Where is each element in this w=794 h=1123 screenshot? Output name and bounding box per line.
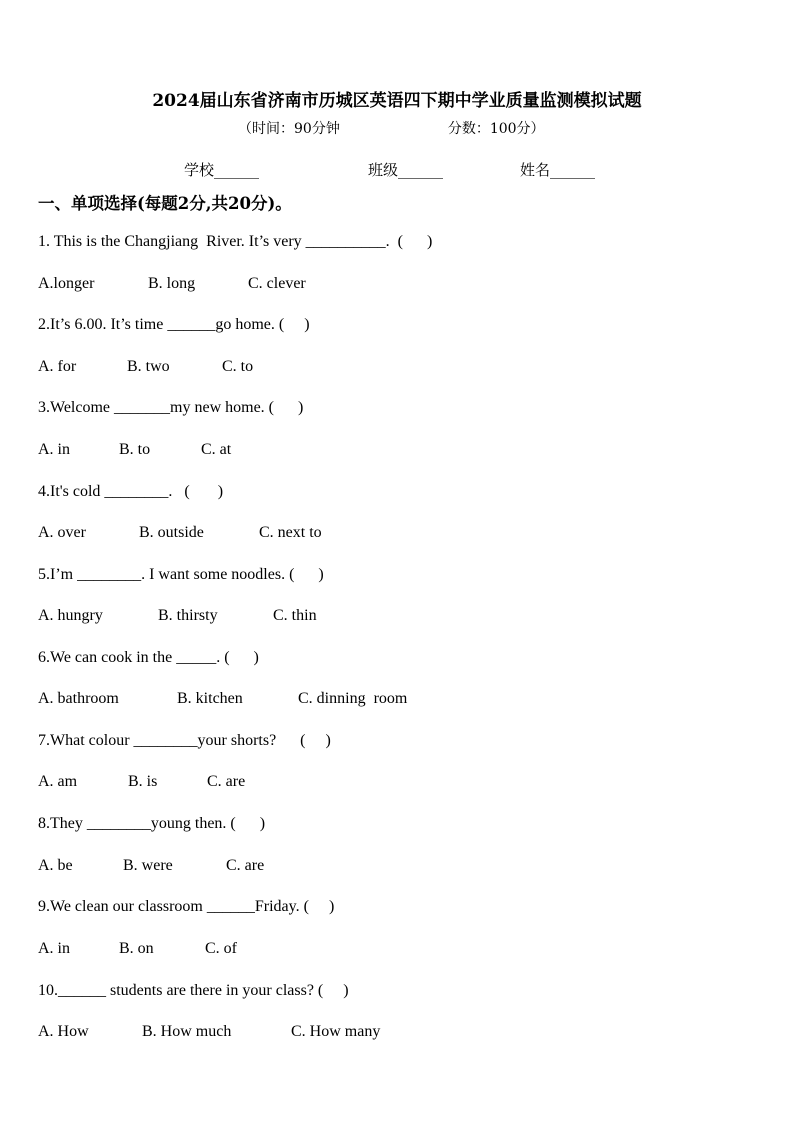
option-10c: C. How many — [291, 1023, 381, 1040]
option-4a: A. over — [38, 524, 86, 541]
name-field: 姓名______ — [520, 161, 596, 179]
option-7a: A. am — [38, 773, 78, 790]
option-6a: A. bathroom — [38, 690, 119, 707]
question-8: 8.They ________young then. ( ) — [38, 815, 266, 832]
question-9: 9.We clean our classroom ______Friday. ( ) — [38, 898, 335, 915]
option-7b: B. is — [128, 773, 158, 790]
option-5a: A. hungry — [38, 607, 103, 624]
question-5: 5.I’m ________. I want some noodles. ( ) — [38, 566, 324, 583]
option-2b: B. two — [127, 358, 170, 375]
option-5b: B. thirsty — [158, 607, 218, 624]
option-1c: C. clever — [248, 275, 306, 292]
option-5c: C. thin — [273, 607, 317, 624]
option-9b: B. on — [119, 940, 154, 957]
question-10: 10.______ students are there in your class? ( ) — [38, 982, 349, 999]
section-heading: 一、单项选择(每题2分,共20分)。 — [38, 194, 292, 213]
option-3c: C. at — [201, 441, 232, 458]
exam-title: 2024届山东省济南市历城区英语四下期中学业质量监测模拟试题 — [152, 91, 642, 111]
option-4c: C. next to — [259, 524, 322, 541]
option-6c: C. dinning room — [298, 690, 408, 707]
option-9a: A. in — [38, 940, 70, 957]
option-2c: C. to — [222, 358, 254, 375]
question-2: 2.It’s 6.00. It’s time ______go home. ( ) — [38, 316, 310, 333]
option-10a: A. How — [38, 1023, 89, 1040]
question-3: 3.Welcome _______my new home. ( ) — [38, 399, 304, 416]
option-8c: C. are — [226, 857, 265, 874]
option-1a: A.longer — [38, 275, 95, 292]
class-field: 班级______ — [368, 161, 444, 179]
question-4: 4.It's cold ________. ( ) — [38, 483, 224, 500]
option-9c: C. of — [205, 940, 237, 957]
question-1: 1. This is the Changjiang River. It’s very __________. ( ) — [38, 233, 433, 250]
option-6b: B. kitchen — [177, 690, 243, 707]
option-7c: C. are — [207, 773, 246, 790]
exam-subtitle — [238, 118, 545, 138]
option-3b: B. to — [119, 441, 151, 458]
time-limit: （时间：90分钟 — [238, 121, 340, 137]
option-4b: B. outside — [139, 524, 204, 541]
option-2a: A. for — [38, 358, 77, 375]
school-field: 学校______ — [184, 161, 260, 179]
total-score: 分数：100分） — [447, 121, 545, 137]
option-10b: B. How much — [142, 1023, 232, 1040]
option-8a: A. be — [38, 857, 73, 874]
question-6: 6.We can cook in the _____. ( ) — [38, 649, 259, 666]
option-1b: B. long — [148, 275, 196, 292]
option-8b: B. were — [123, 857, 173, 874]
option-3a: A. in — [38, 441, 70, 458]
question-7: 7.What colour ________your shorts? ( ) — [38, 732, 331, 749]
